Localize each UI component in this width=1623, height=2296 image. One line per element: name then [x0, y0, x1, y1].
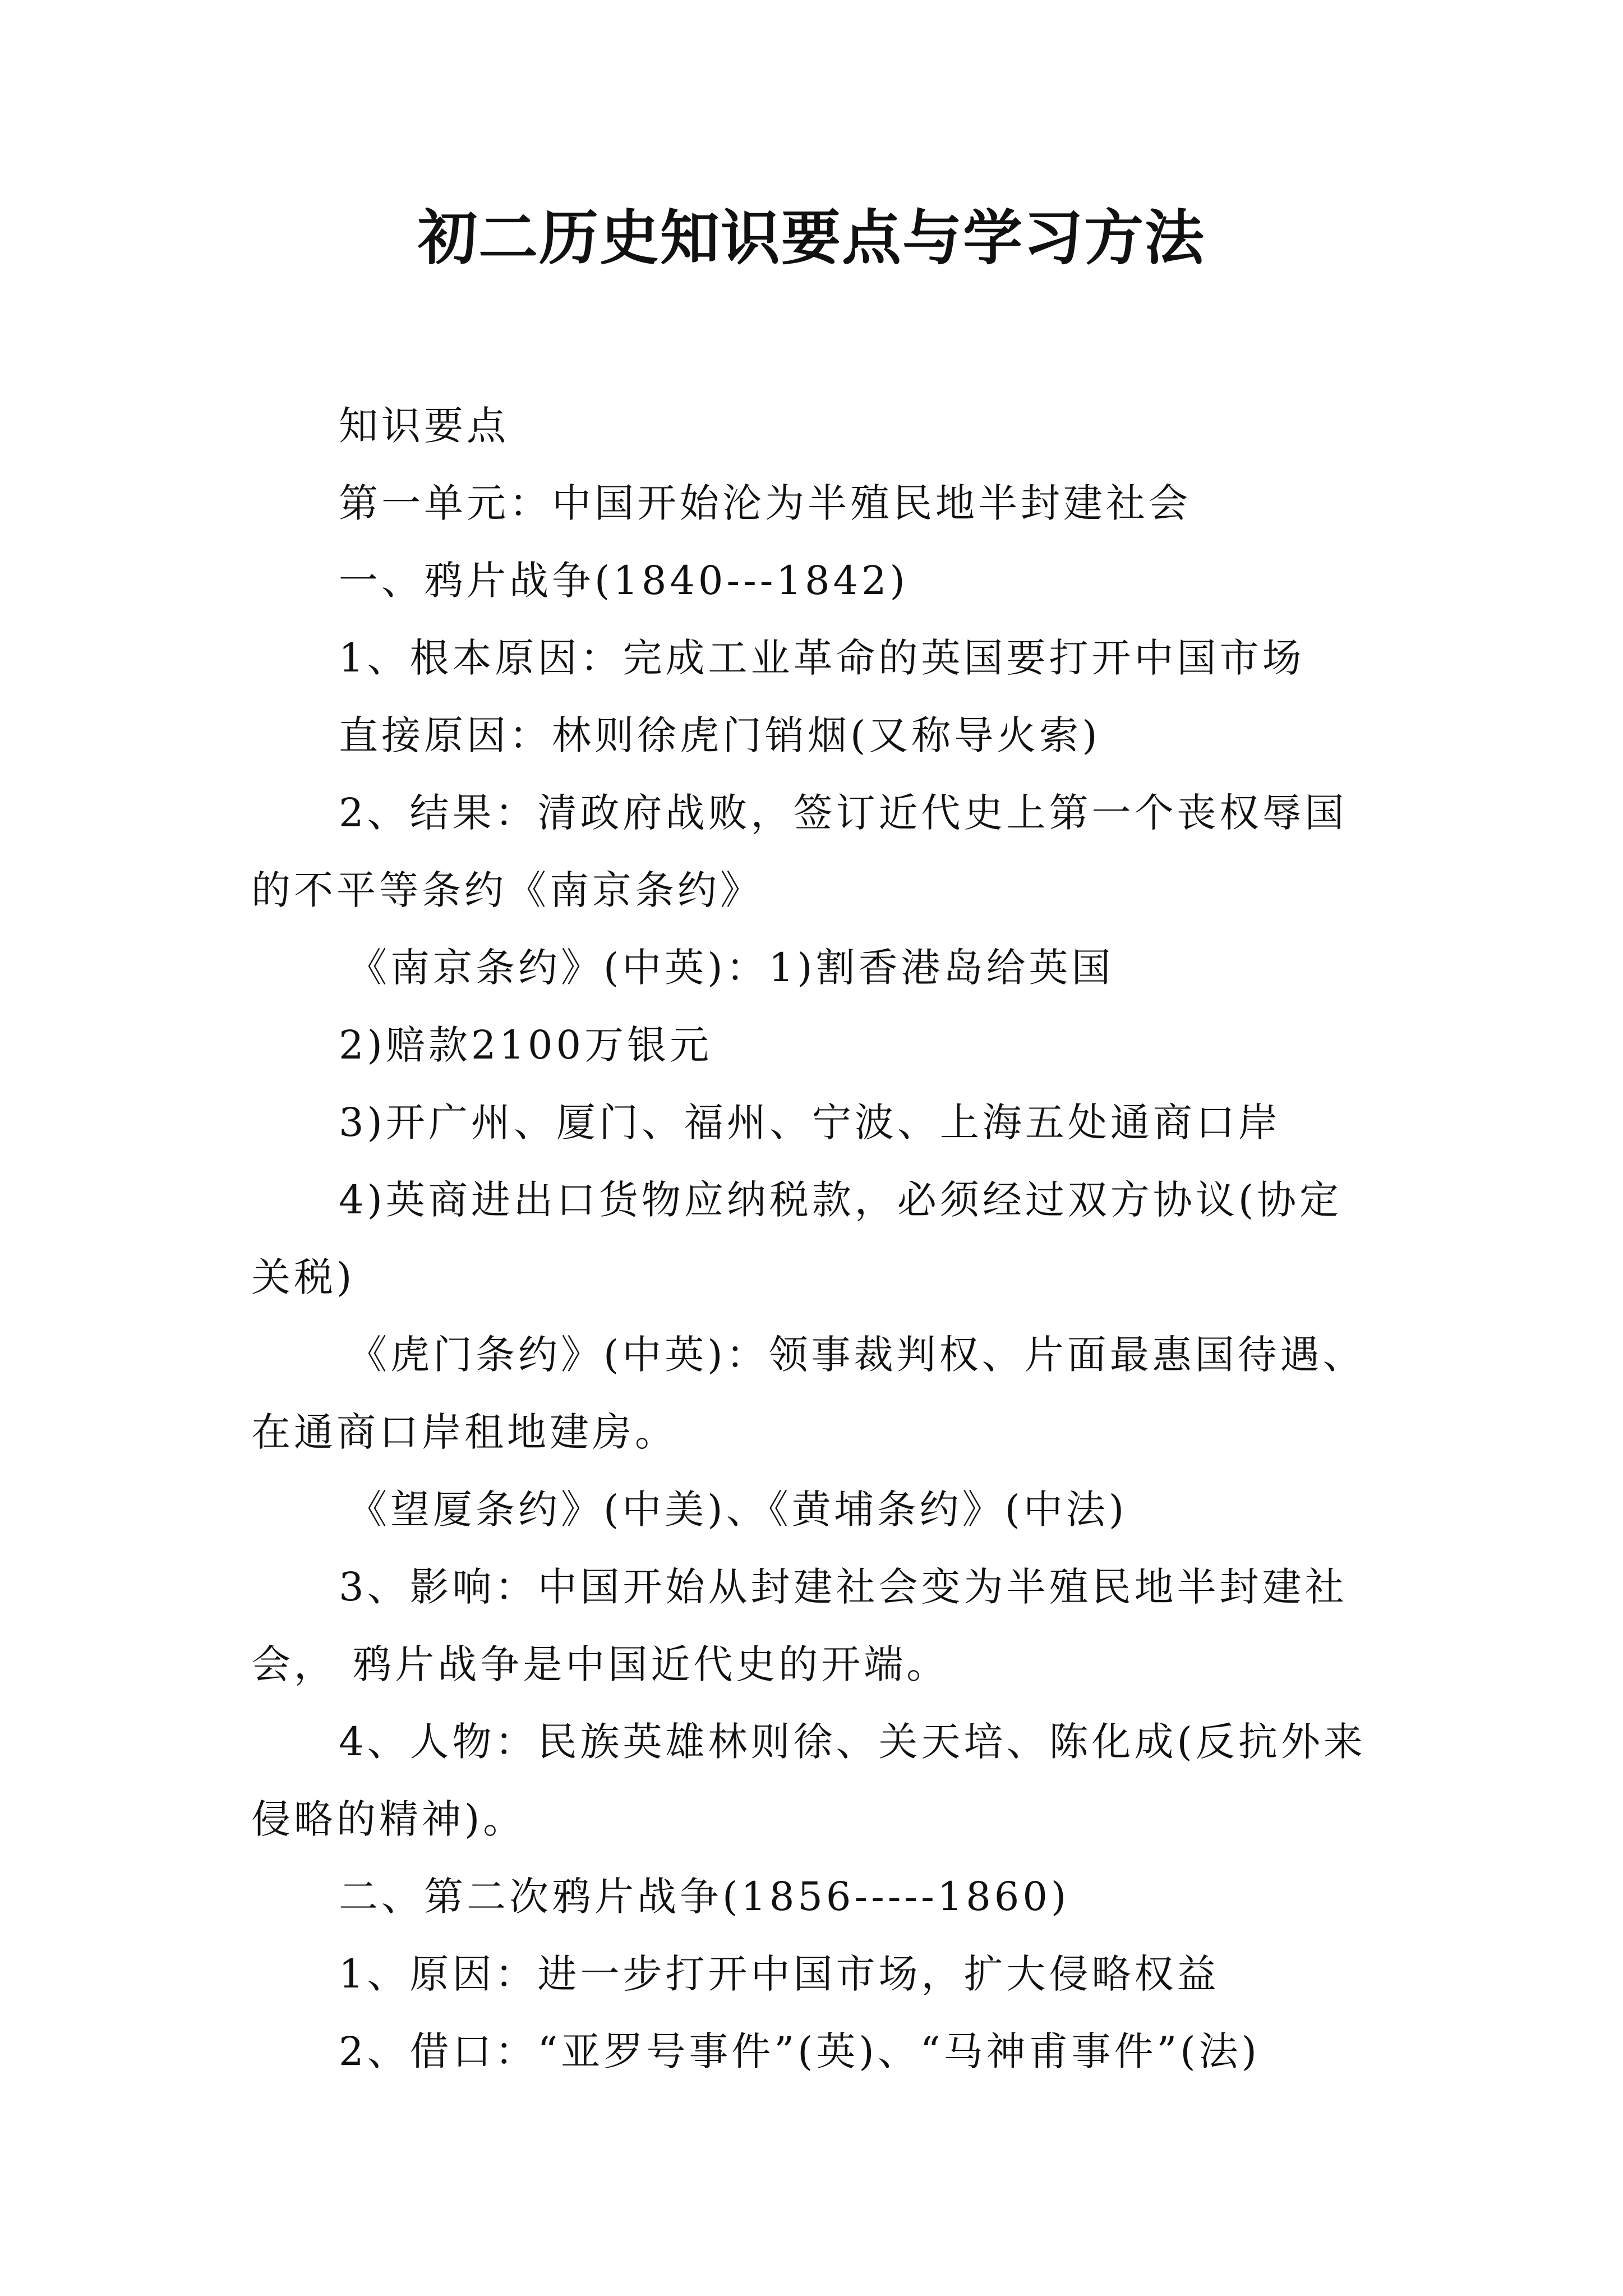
paragraph-line: 在通商口岸租地建房。 [251, 1409, 677, 1455]
paragraph-line: 《望厦条约》(中美)、《黄埔条约》(中法) [348, 1487, 1128, 1533]
topic-heading: 二、第二次鸦片战争(1856-----1860) [339, 1874, 1070, 1920]
document-title: 初二历史知识要点与学习方法 [418, 204, 1205, 273]
paragraph-line: 直接原因：林则徐虎门销烟(又称导火索) [339, 712, 1101, 758]
paragraph-line: 关税) [251, 1254, 356, 1300]
paragraph-line: 2、借口：“亚罗号事件”(英)、“马神甫事件”(法) [339, 2028, 1260, 2074]
paragraph-line: 侵略的精神)。 [251, 1796, 526, 1842]
paragraph-line: 4、人物：民族英雄林则徐、关天培、陈化成(反抗外来 [339, 1719, 1366, 1765]
paragraph-line: 的不平等条约《南京条约》 [251, 867, 763, 913]
paragraph-line: 1、根本原因：完成工业革命的英国要打开中国市场 [339, 635, 1305, 681]
paragraph-line: 3)开广州、厦门、福州、宁波、上海五处通商口岸 [339, 1099, 1281, 1145]
paragraph-line: 《南京条约》(中英)：1)割香港岛给英国 [348, 945, 1114, 991]
topic-heading: 一、鸦片战争(1840---1842) [339, 558, 909, 604]
paragraph-line: 2)赔款2100万银元 [339, 1022, 712, 1068]
paragraph-line: 1、原因：进一步打开中国市场，扩大侵略权益 [339, 1951, 1220, 1997]
document-body [251, 387, 1390, 2090]
paragraph-line: 3、影响：中国开始从封建社会变为半殖民地半封建社 [339, 1564, 1348, 1610]
unit-heading: 第一单元：中国开始沦为半殖民地半封建社会 [339, 480, 1191, 526]
paragraph-line: 《虎门条约》(中英)：领事裁判权、片面最惠国待遇、 [348, 1332, 1366, 1378]
paragraph-line: 4)英商进出口货物应纳税款，必须经过双方协议(协定 [339, 1177, 1343, 1223]
section-heading: 知识要点 [339, 403, 509, 449]
paragraph-line: 2、结果：清政府战败，签订近代史上第一个丧权辱国 [339, 790, 1348, 836]
paragraph-line: 会， 鸦片战争是中国近代史的开端。 [251, 1641, 949, 1687]
